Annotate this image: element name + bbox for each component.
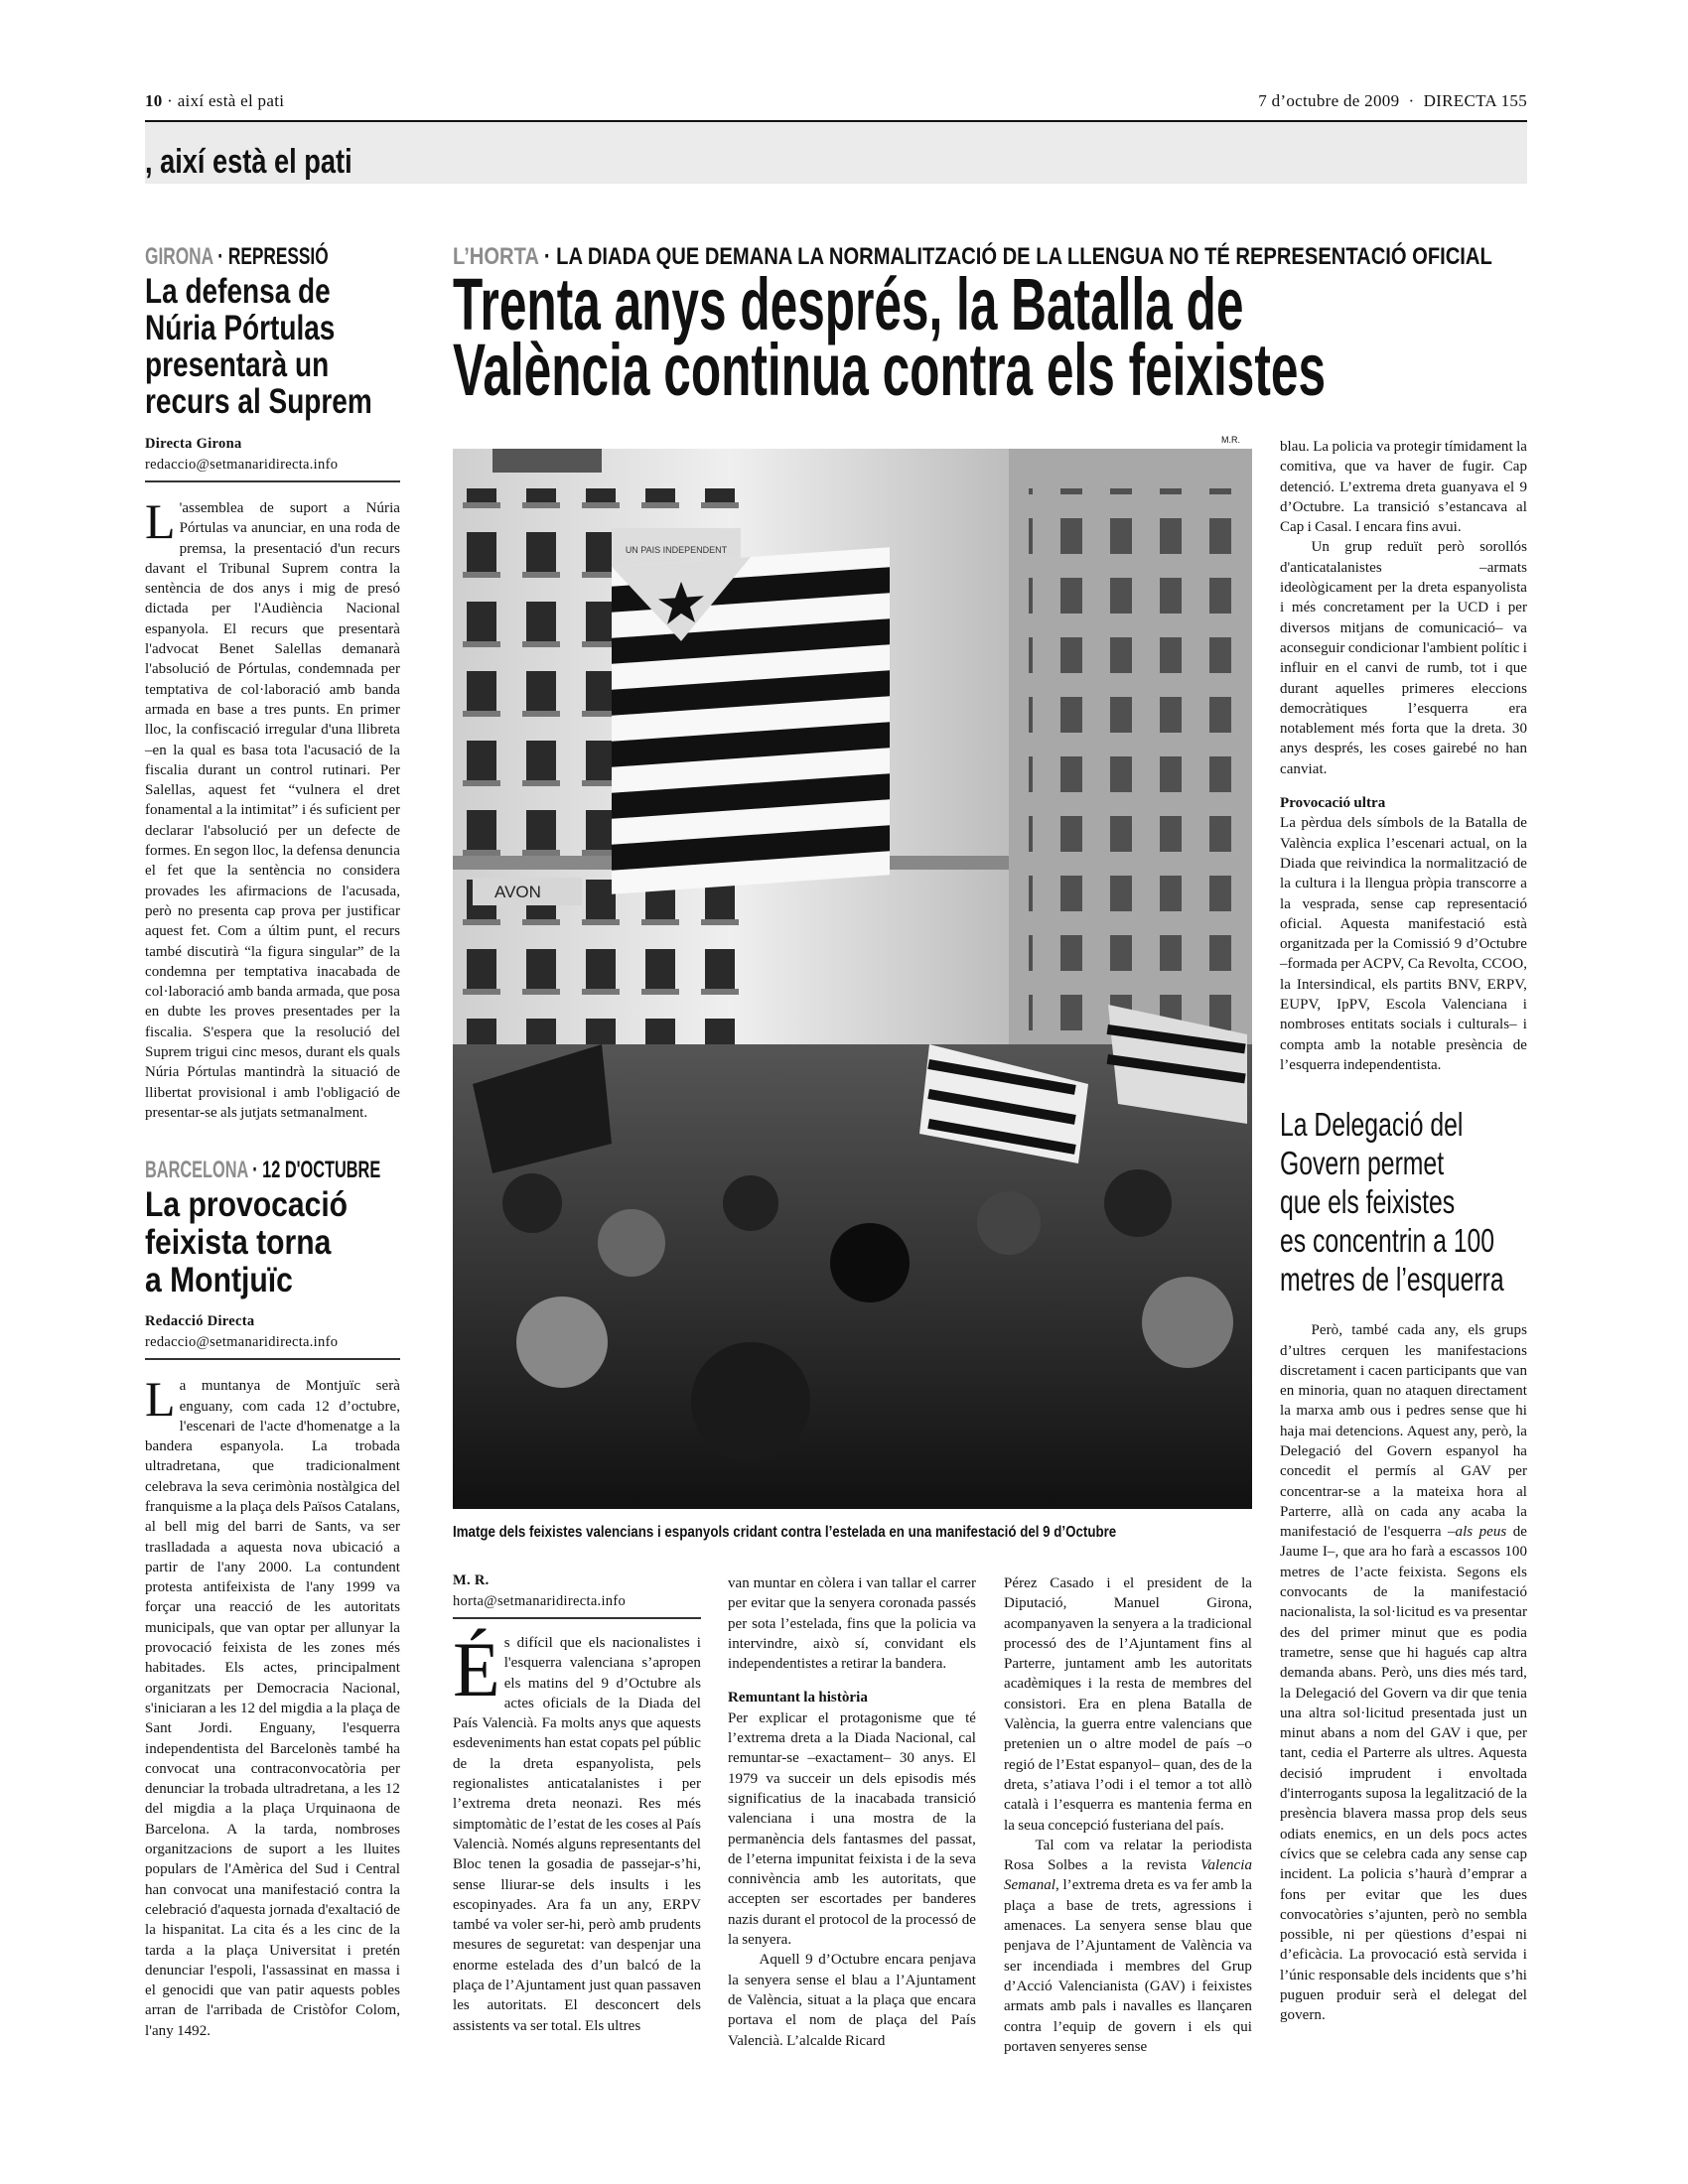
headline-line: recurs al Suprem (145, 382, 372, 421)
article-body (145, 493, 400, 1123)
pull-headline-line: La Delegació del (1280, 1106, 1464, 1144)
photo-credit: M.R. (1221, 435, 1240, 445)
drop-cap: L (145, 1371, 176, 1428)
left-sidebar (145, 243, 400, 2041)
drop-cap: É (453, 1626, 500, 1712)
headline-line: La defensa de (145, 272, 331, 311)
byline-email[interactable]: redaccio@setmanaridirecta.info (145, 457, 339, 473)
text-run: 'assemblea de suport a Núria Pórtulas va anunciar, en una roda de premsa, la presentació d'un recurs davant el Tribunal Suprem contra la sentència de dos anys i mig de presó dictada per l'Audiència Nacional espanyola. El recurs que presentarà l'advocat Benet Salellas demanarà l'absolució de Pórtulas, condemnada per temptativa de col·laboració amb banda armada en base a tres punts. En primer lloc, la confiscació irregular d'una llibreta –en la qual es basa tota l'acusació de la fiscalia durant un control rutinari. Per Salellas, aquest fet “vulnera el dret fonamental a la intimitat” i és suficient per declarar l'absolució per un defecte de formes. En segon lloc, la defensa denuncia el fet que la sentència no considera provades les afirmacions de l'acusada, però no presenta cap prova per justificar aquest fet. Com a últim punt, el recurs també discutirà “la figura singular” de la condemna per temptativa inacabada de col·laboració amb banda armada, que posa en dubte les proves presentades per la fiscalia. S'espera que la resolució del Suprem trigui cinc mesos, durant els quals Núria Pórtulas mantindrà la situació de llibertat provisional i amb l'obligació de presentar-se als jutjats setmanalment. (145, 500, 400, 1121)
paragraph (1280, 1320, 1527, 2025)
byline-author: Directa Girona (145, 436, 242, 452)
photo-illustration (453, 449, 1252, 1509)
paragraph (1280, 437, 1527, 537)
byline-rule (453, 1617, 701, 1619)
paragraph (1004, 1836, 1252, 2057)
paragraph (728, 1708, 976, 1951)
shop-sign: AVON (494, 883, 541, 901)
text-run: s difícil que els nacionalistes i l'esquerra valenciana s’apropen els matins del 9 d’Octubre als actes oficials de la Diada del País Valencià. Fa molts anys que aquests esdeveniments han estat copats pel públic de la dreta espanyolista, pels regionalistes anticatalanistes i per l’extrema dreta neonazi. Res més simptomàtic de l’estat de les coses al País Valencià. Només alguns representants del Bloc tenen la gosadia de passejar-s’hi, sense lliurar-se dels insults i les escopinyades. Ara fa un any, ERPV també va voler ser-hi, però amb prudents mesures de seguretat: van despenjar una enorme estelada des d’un balcó de la plaça de l’Ajuntament just quan passaven les autoritats. El desconcert dels assistents va ser total. Els ultres (453, 1635, 701, 2034)
pull-headline-line: es concentrin a 100 (1280, 1222, 1495, 1260)
text-run: Per explicar el protagonisme que té l’extrema dreta a la Diada Nacional, cal remuntar-se –exactament– 30 anys. El 1979 va succeir un dels episodis més significatius de la inacabada transició valenciana i una mostra de la permanència dels fantasmes del passat, de l’eterna impunitat feixista i de la seva connivència amb les autoritats, que accepten ser escortades per banderes nazis durant el protocol de la processó de la senyera. (728, 1709, 976, 1949)
sidebar-article-girona (145, 243, 400, 1123)
publication-issue: DIRECTA 155 (1423, 91, 1527, 110)
byline-email[interactable]: redaccio@setmanaridirecta.info (145, 1334, 339, 1351)
paragraph (728, 1950, 976, 2050)
kicker-topic: LA DIADA QUE DEMANA LA NORMALITZACIÓ DE LA LLENGUA NO TÉ REPRESENTACIÓ OFICIAL (556, 243, 1492, 270)
section-name: així està el pati (177, 91, 285, 110)
paragraph (1280, 537, 1527, 779)
kicker-topic: 12 D'OCTUBRE (262, 1157, 381, 1184)
paragraph (728, 1573, 976, 1674)
text-run: Però, també cada any, els grups d’ultres cerquen les manifestacions discretament i cacen participants que van en minoria, quan no ataquen directament la marxa amb ous i pedres sense que hi haja mai detencions. Aquest any, però, la Delegació del Govern espanyol ha concedit el permís al GAV per concentrar-se a la mateixa hora al Parterre, allà on cada any acaba la manifestació de l'esquerra – (1280, 1322, 1527, 1541)
text-run: Aquell 9 d’Octubre encara penjava la senyera sense el blau a l’Ajuntament de València, situat a la plaça que encara portava el nom de plaça del País Valencià. L’alcalde Ricard (728, 1952, 976, 2049)
main-column-3 (1004, 1573, 1252, 2057)
text-run: Un grup reduït però sorollós d'anticatalanistes –armats ideològicament per la dreta espanyolista i més concretament per la UCD i per diversos mitjans de comunicació– va aconseguir condicionar l'ambient polític i influir en el canvi de rumb, tot i que durant aquelles primeres eleccions democràtiques l’esquerra era notablement més forta que la dreta. 30 anys després, les coses gairebé no han canviat. (1280, 539, 1527, 777)
headline-line: presentarà un (145, 345, 330, 384)
byline-email[interactable]: horta@setmanaridirecta.info (453, 1593, 627, 1609)
header-separator: · (167, 91, 174, 110)
main-column-1 (453, 1570, 701, 2036)
running-header-right (1258, 91, 1527, 111)
kicker (145, 243, 329, 271)
headline-line: a Montjuïc (145, 1261, 293, 1300)
article-body (145, 1371, 400, 2041)
main-column-4-continued (1280, 1320, 1527, 2025)
sign-text: UN PAIS INDEPENDENT (625, 545, 728, 555)
text-run: blau. La policia va protegir tímidament la comitiva, que va haver de fugir. Cap detenció. L’extrema dreta guanyava el 9 d’Octubre. La transició s’estancava al Cap i Casal. I encara fins avui. (1280, 439, 1527, 536)
kicker-place: GIRONA (145, 243, 213, 270)
text-run: , l’extrema dreta es va fer amb la plaça a base de trets, agressions i amenaces. La senyera sense blau que penjava de l’Ajuntament de València va ser incendiada i membres del Grup d’Acció Valencianista (GAV) i feixistes armats amb pals i navalles es llançaren contra l’equip de govern i els qui portaven senyeres sense (1004, 1877, 1252, 2055)
kicker-sep: · (247, 1157, 263, 1184)
text-run: La pèrdua dels símbols de la Batalla de València explica l’escenari actual, on la Diada que reivindica la normalització de la cultura i la llengua pròpia transcorre a la vesprada, sense cap representació oficial. Aquesta manifestació està organitzada per la Comissió 9 d’Octubre –formada per ACPV, Ca Revolta, CCOO, la Intersindical, els partits BNV, ERPV, EUPV, IpPV, Escola Valenciana i nombroses entitats socials i culturals– i compta amb la notable presència de l’esquerra independentista. (1280, 815, 1527, 1073)
drop-cap: L (145, 493, 176, 549)
byline-rule (145, 480, 400, 482)
section-band (145, 122, 1527, 184)
sidebar-article-barcelona (145, 1157, 400, 2041)
section-band-title: , així està el pati (145, 143, 352, 181)
italic-text: Valencia Semanal (1004, 1857, 1252, 1894)
running-header-left (145, 91, 284, 111)
header-separator: · (1408, 91, 1415, 110)
main-column-4 (1280, 437, 1527, 1075)
byline-author: Redacció Directa (145, 1313, 255, 1330)
main-photo (453, 449, 1252, 1509)
kicker-topic: REPRESSIÓ (227, 243, 329, 270)
kicker (145, 1157, 381, 1184)
kicker-place: L’HORTA (453, 243, 539, 270)
article-body (453, 1626, 701, 2036)
headline-line: Núria Pórtulas (145, 309, 336, 347)
pull-headline-line: Govern permet (1280, 1145, 1445, 1182)
main-headline (453, 263, 1688, 411)
section-subhead: Remuntant la història (728, 1690, 868, 1706)
photo-caption: Imatge dels feixistes valencians i espanyols cridant contra l’estelada en una manifestació del 9 d’Octubre (453, 1524, 1117, 1541)
text-run: de Jaume I–, que ara ho farà a escassos 100 metres de l’acte feixista. Segons els convocants de la manifestació nacionalista, la sol·licitud es va presentar des del primer minut que es podia trametre, sense que hi hagués cap altra demanda abans. Però, uns dies més tard, la Delegació del Govern va dir que tenia una altra sol·licitud presentada just un minut abans a nom del GAV i que, per tant, cedia el Parterre als ultres. Aquesta decisió imprudent i envoltada d'interrogants suposa la legalització de la presència blavera massa prop dels seus odiats enemics, en un dels pocs actes cívics que se celebra cada any sense cap incident. La policia s’haurà d’emprar a fons per evitar que les dues convocatòries s’ajunten, però no sembla possible, ni per qüestions d’espai ni d’eficàcia. La provocació està servida i l’únic responsable dels incidents que s’hi puguen produir serà el delegat del govern. (1280, 1524, 1527, 2024)
paragraph (145, 493, 400, 1123)
page-number: 10 (145, 91, 163, 110)
kicker-sep: · (538, 243, 557, 270)
byline (145, 1311, 400, 1353)
byline (145, 434, 400, 476)
paragraph (453, 1626, 701, 2036)
paragraph (145, 1371, 400, 2041)
issue-date: 7 d’octubre de 2009 (1258, 91, 1400, 110)
byline-author: M. R. (453, 1572, 490, 1588)
right-column (1280, 437, 1527, 2026)
estelada-flag (612, 547, 890, 894)
headline (145, 1186, 400, 1299)
headline-line: La provocació (145, 1185, 349, 1225)
pull-headline (1280, 1105, 1527, 1298)
paragraph (1004, 1573, 1252, 1836)
shop-sign-board (473, 878, 582, 905)
main-column-2 (728, 1573, 976, 2051)
byline (453, 1570, 701, 1612)
headline-line: Trenta anys després, la Batalla de (453, 263, 1244, 345)
text-run: Pérez Casado i el president de la Diputació, Manuel Girona, acompanyaven la senyera a la tradicional processó des de l’Ajuntament fins al Parterre, juntament amb les autoritats acadèmiques i la resta de membres del consistori. Era en plena Batalla de València, la guerra entre valencians que pretenien un o altre model de país –o regió de l’Estat espanyol– quan, des de la dreta, s’atiava l’odi i el temor a tot allò català i l’esquerra es mantenia ferma en la seua concepció fusteriana del país. (1004, 1575, 1252, 1834)
text-run: a muntanya de Montjuïc serà enguany, com cada 12 d’octubre, l'escenari de l'acte d'homenatge a la bandera espanyola. La trobada ultradretana, que tradicionalment celebrava la seva cerimònia nostàlgica del franquisme a la plaça dels Països Catalans, al bell mig del barri de Sants, va ser traslladada a aquesta nova ubicació a partir de l'any 2000. La contundent protesta antifeixista de l'any 1999 va forçar una reacció de les autoritats municipals, que van optar per allunyar la provocació feixista de les zones més habitades. Els actes, principalment organitzats per Democracia Nacional, s'iniciaran a les 12 del migdia a la plaça de Sant Jordi. Enguany, l'esquerra independentista del Barcelonès també ha convocat una contraconvocatòria per denunciar la trobada ultradretana, a les 12 del migdia a la plaça Urquinaona de Barcelona. A la tarda, nombroses organitzacions de suport a les lluites populars de l'Amèrica del Sud i Central han convocat una manifestació contra la celebració d'aquesta jornada d'exaltació de la hispanitat. La cita és a les cinc de la tarda a la plaça Universitat i pretén denunciar l'espoli, l'assassinat en massa i el genocidi que van patir aquests pobles arran de l'arribada de Cristòfor Colom, l'any 1492. (145, 1378, 400, 2039)
headline-line: feixista torna (145, 1223, 332, 1263)
kicker-place: BARCELONA (145, 1157, 248, 1184)
headline (145, 273, 400, 420)
byline-rule (145, 1358, 400, 1360)
italic-text: als peus (1455, 1524, 1507, 1541)
text-run: van muntar en còlera i van tallar el carrer per evitar que la senyera coronada passés per sota l’estelada, fins que la policia va intervindre, això sí, convidant els independentistes a retirar la bandera. (728, 1575, 976, 1673)
pull-headline-line: que els feixistes (1280, 1183, 1456, 1221)
headline-line: València continua contra els feixistes (453, 329, 1327, 411)
pull-headline-line: metres de l’esquerra (1280, 1261, 1504, 1298)
kicker-sep: · (212, 243, 228, 270)
section-subhead: Provocació ultra (1280, 795, 1386, 812)
text-run: Tal com va relatar la periodista Rosa Solbes a la revista (1004, 1837, 1252, 1874)
paragraph (1280, 813, 1527, 1075)
